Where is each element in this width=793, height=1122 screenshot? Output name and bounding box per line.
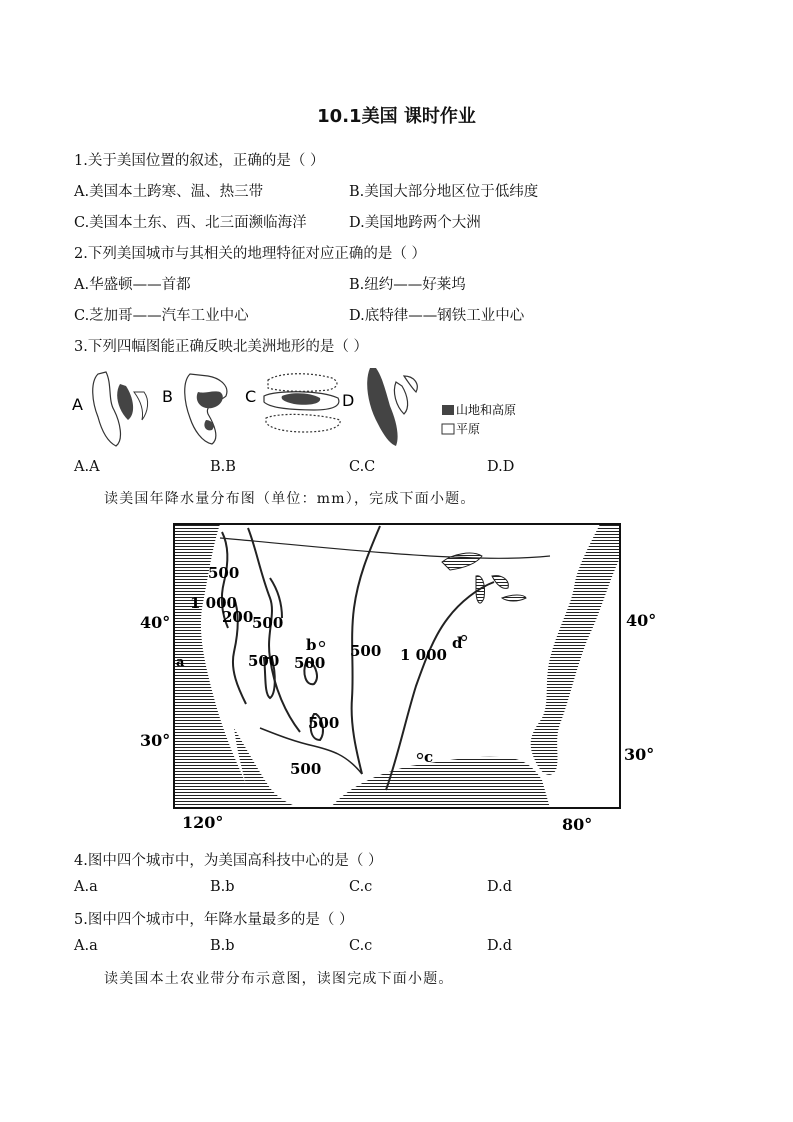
figure-d-mountain <box>367 368 397 446</box>
figure-c-bottom <box>266 414 340 432</box>
figure-b-outline <box>185 374 227 444</box>
q3-option-a: A.A <box>74 459 100 475</box>
q1-option-a: A.美国本土跨寒、温、热三带 <box>74 184 264 200</box>
city-marker-c <box>418 754 423 759</box>
isoline-label-500-a: 500 <box>248 652 280 670</box>
isoline-label-200: 200 <box>222 608 254 626</box>
figure-c-mountain <box>282 393 321 405</box>
q5-option-a: A.a <box>74 938 98 954</box>
isoline-label-500-b: 500 <box>294 654 326 672</box>
page-title: 10.1美国 课时作业 <box>317 106 476 127</box>
figure-d-east <box>394 382 407 414</box>
lake-huron <box>492 576 508 589</box>
city-label-b: b <box>306 636 317 654</box>
figure-b-mountain <box>197 391 223 408</box>
q5-option-c: C.c <box>349 938 373 954</box>
q3-option-c: C.C <box>349 459 376 475</box>
q1-option-b: B.美国大部分地区位于低纬度 <box>349 184 539 200</box>
gulf-of-mexico <box>330 757 550 808</box>
lat-label-40-left: 40° <box>140 613 171 632</box>
q4-option-b: B.b <box>210 879 235 895</box>
q3-option-b: B.B <box>210 459 236 475</box>
intro-precipitation: 读美国年降水量分布图（单位：mm），完成下面小题。 <box>104 491 476 507</box>
q2-stem: 2.下列美国城市与其相关的地理特征对应正确的是（ ） <box>74 246 426 262</box>
q2-option-c: C.芝加哥——汽车工业中心 <box>74 308 249 324</box>
intro-agriculture: 读美国本土农业带分布示意图，读图完成下面小题。 <box>104 971 454 987</box>
q5-option-b: B.b <box>210 938 235 954</box>
lat-label-30-left: 30° <box>140 731 171 750</box>
isoline-label-500-s: 500 <box>290 760 322 778</box>
northern-border <box>220 538 550 558</box>
isoline-label-500-nw: 500 <box>208 564 240 582</box>
isoline-label-500-d: 500 <box>308 714 340 732</box>
isoline-label-500-n: 500 <box>252 614 284 632</box>
figure-label-d: D <box>342 391 355 410</box>
figure-label-b: B <box>162 387 173 406</box>
city-label-c: c <box>424 748 434 766</box>
q2-option-a: A.华盛顿——首都 <box>74 277 191 293</box>
lat-label-40-right: 40° <box>626 611 657 630</box>
isoline-label-1000-w: 1 000 <box>190 594 237 612</box>
q5-stem: 5.图中四个城市中，年降水量最多的是（ ） <box>74 912 354 928</box>
q1-stem: 1.关于美国位置的叙述，正确的是（ ） <box>74 153 325 169</box>
q1-option-d: D.美国地跨两个大洲 <box>349 215 481 231</box>
q1-option-c: C.美国本土东、西、北三面濒临海洋 <box>74 215 307 231</box>
lake-superior <box>442 553 482 570</box>
legend-mountain-swatch <box>442 405 454 415</box>
q4-option-d: D.d <box>487 879 512 895</box>
figure-a-east <box>134 392 148 420</box>
city-label-d: d <box>452 634 463 652</box>
atlantic-ocean <box>531 524 620 775</box>
figure-label-c: C <box>245 387 257 406</box>
q3-stem: 3.下列四幅图能正确反映北美洲地形的是（ ） <box>74 339 368 355</box>
q2-option-b: B.纽约——好莱坞 <box>349 277 466 293</box>
q3-option-d: D.D <box>487 459 515 475</box>
legend-plain-swatch <box>442 424 454 434</box>
q2-option-d: D.底特律——钢铁工业中心 <box>349 308 525 324</box>
lat-label-30-right: 30° <box>624 745 655 764</box>
figure-a-outline <box>93 372 121 446</box>
figure-d-northeast <box>404 376 417 392</box>
q4-option-a: A.a <box>74 879 98 895</box>
city-marker-b <box>320 642 325 647</box>
figure-c-top <box>268 374 337 392</box>
legend-plain-label: 平原 <box>456 422 481 436</box>
legend-mountain-label: 山地和高原 <box>456 403 517 417</box>
figure-label-a: A <box>72 395 83 414</box>
figure-a-mountain <box>117 384 133 420</box>
q3-terrain-figure <box>70 362 550 452</box>
q4-option-c: C.c <box>349 879 373 895</box>
isoline-label-500-c: 500 <box>350 642 382 660</box>
lake-erie <box>502 595 526 601</box>
isoline-label-1000-e: 1 000 <box>400 646 447 664</box>
q5-option-d: D.d <box>487 938 512 954</box>
city-label-a: a <box>176 655 185 670</box>
lon-label-80: 80° <box>562 815 593 834</box>
precipitation-map <box>130 518 657 838</box>
q4-stem: 4.图中四个城市中，为美国高科技中心的是（ ） <box>74 853 383 869</box>
lon-label-120: 120° <box>182 813 224 832</box>
